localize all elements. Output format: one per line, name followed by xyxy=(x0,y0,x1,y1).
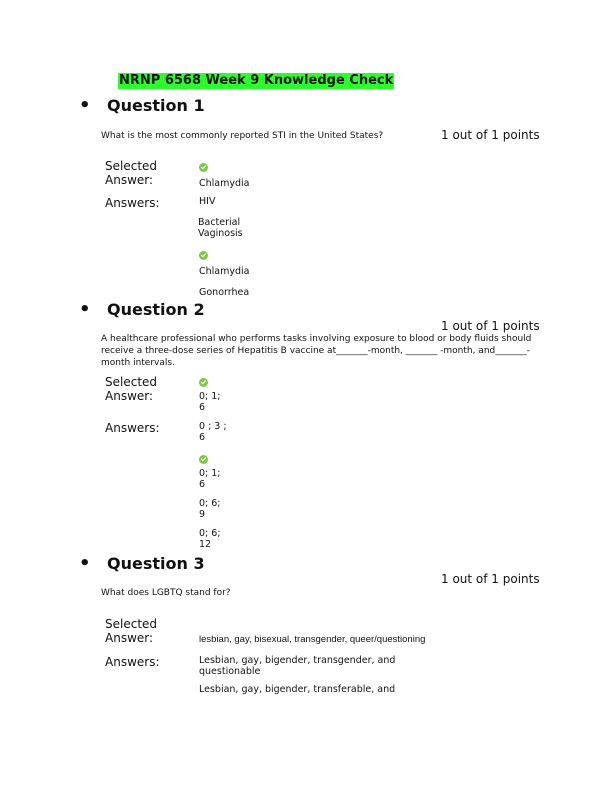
question-2-heading: Question 2 xyxy=(107,300,205,319)
question-3-selected-label: Selected Answer: xyxy=(105,617,158,645)
question-3-answers-label: Answers: xyxy=(105,655,160,669)
question-3-answer-2: Lesbian, gay, bigender, transferable, and xyxy=(199,684,396,695)
question-2-points: 1 out of 1 points xyxy=(441,319,540,333)
question-3-heading: Question 3 xyxy=(107,554,205,573)
question-1-answer-2: Bacterial Vaginosis xyxy=(198,217,243,239)
document-title: NRNP 6568 Week 9 Knowledge Check xyxy=(119,73,394,88)
question-2-selected-label: Selected Answer: xyxy=(105,375,158,403)
question-1-answers-label: Answers: xyxy=(105,196,160,210)
question-3-text: What does LGBTQ stand for? xyxy=(101,588,231,598)
green-check-icon xyxy=(199,163,208,172)
bullet: • xyxy=(79,553,91,574)
bullet: • xyxy=(79,299,91,320)
question-2-answer-3: 0; 6; 9 xyxy=(199,498,221,520)
question-2-answer-2: 0; 1; 6 xyxy=(199,468,221,490)
question-2-answer-1: 0 ; 3 ; 6 xyxy=(199,421,227,443)
question-2-text: A healthcare professional who performs tasks involving exposure to blood or body fluids should receive a three-dose series of Hepatitis B vaccine at_______-month, _______ -month, and_______-month intervals. xyxy=(101,334,532,368)
question-1-text: What is the most commonly reported STI in the United States? xyxy=(101,131,384,141)
green-check-icon xyxy=(199,455,208,464)
question-2-answers-label: Answers: xyxy=(105,421,160,435)
question-1-heading: Question 1 xyxy=(107,96,205,115)
question-3-answer-1: Lesbian, gay, bigender, transgender, and questionable xyxy=(199,655,396,677)
bullet: • xyxy=(79,95,91,116)
question-1-answer-1: HIV xyxy=(199,196,216,207)
question-1-selected-answer: Chlamydia xyxy=(199,178,250,189)
green-check-icon xyxy=(199,251,208,260)
question-1-selected-label: Selected Answer: xyxy=(105,159,158,187)
green-check-icon xyxy=(199,378,208,387)
question-2-answer-4: 0; 6; 12 xyxy=(199,528,221,550)
question-3-points: 1 out of 1 points xyxy=(441,572,540,586)
question-3-selected-answer: lesbian, gay, bisexual, transgender, queer/questioning xyxy=(199,634,426,645)
question-1-points: 1 out of 1 points xyxy=(441,128,540,142)
question-1-answer-4: Gonorrhea xyxy=(199,287,250,298)
question-1-answer-3: Chlamydia xyxy=(199,266,250,277)
question-2-selected-answer: 0; 1; 6 xyxy=(199,391,221,413)
